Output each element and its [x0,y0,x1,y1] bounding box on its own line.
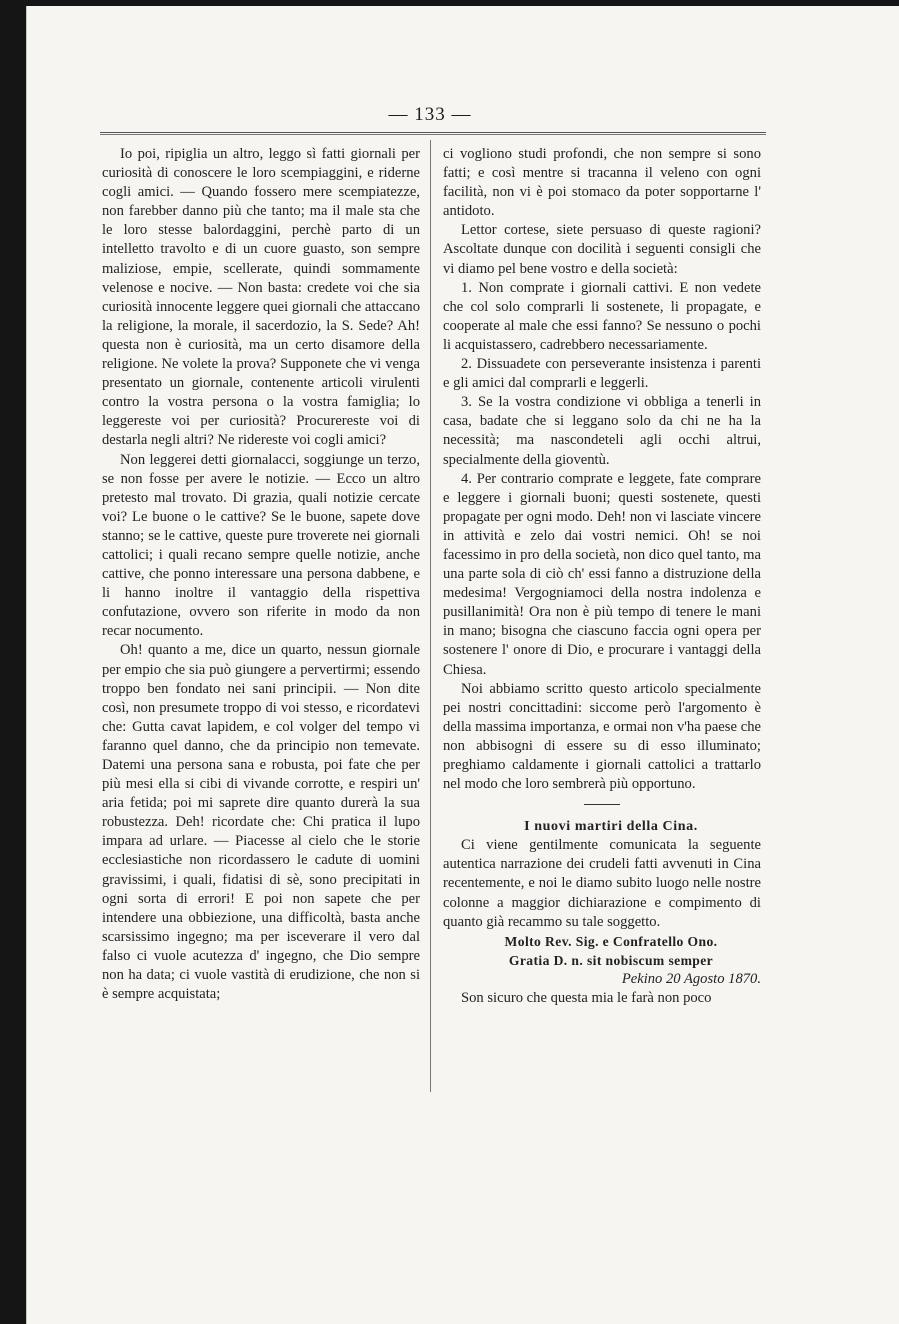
letter-salutation: Molto Rev. Sig. e Confratello Ono. [504,933,718,949]
right-paragraph-6: 4. Per contrario comprate e leggete, fate comprare e leggere i giornali buoni; questi sostenete, questi propagate per ogni modo. Deh! non vi lasciate vincere in attività e zelo dai vostri nemici. Oh! se noi facessimo in pro della società, non dico quel tanto, ma una parte sola di ciò ch' essi fanno a distruzione della medesima! Vergogniamoci della nostra indolenza e pusillanimità! Ora non è più tempo di tenere le mani in mano; bisogna che ciascuno faccia ogni opera per sostenere l' onore di Dio, e procurare i vantaggi della Chiesa. [443,470,761,678]
right-paragraph-3: 1. Non comprate i giornali cattivi. E non vedete che col solo comprarli li sostenete, li propagate, e cooperate al male che essi fanno? Se nessuno o pochi li acquistassero, cadrebbero necessariamente. [443,279,761,353]
column-divider [430,140,431,1092]
page-number: — 133 — [388,104,472,125]
section-title: I nuovi martiri della Cina. [524,819,698,835]
section-separator [584,804,620,805]
left-column [102,145,420,1004]
letter-date: Pekino 20 Agosto 1870. [621,970,761,987]
letter-blessing: Gratia D. n. sit nobiscum semper [508,952,714,968]
right-paragraph-4: 2. Dissuadete con perseverante insistenza i parenti e gli amici dal comprarli e leggerli. [443,356,761,392]
right-paragraph-7: Noi abbiamo scritto questo articolo specialmente pei nostri concittadini: siccome però l'argomento è della massima importanza, e ormai non v'ha paese che non abbisogni di essere su di esso illuminato; preghiamo caldamente i giornali cattolici a trattarlo nel modo che loro sembrerà più opportuno. [443,680,761,793]
scan-border-left [0,0,26,1324]
right-paragraph-5: 3. Se la vostra condizione vi obbliga a tenerli in casa, badate che si leggano solo da chi ne ha la necessità; ma nascondeteli agli occhi altrui, specialmente della gioventù. [443,394,761,468]
left-paragraph-2: Non leggerei detti giornalacci, soggiunge un terzo, se non fosse per avere le notizie. — Ecco un altro pretesto mal trovato. Di grazia, quali notizie cercate voi? Le buone o le cattive? Se le buone, sapete dove stanno; se le cattive, queste pure troverete nei giornali cattolici; i quali recano sempre quelle notizie, anche cattive, che ponno interessare una persona dabbene, e li hanno inoltre il vantaggio della rispettiva confutazione, ovvero son riferite in modo da non recar nocumento. [102,451,420,640]
header-rule [100,132,766,135]
left-paragraph-3: Oh! quanto a me, dice un quarto, nessun giornale per empio che sia può giungere a pervertirmi; essendo troppo ben fondato nei sani principii. — Non dite così, non presumete troppo di voi stesso, e ricordatevi che: Gutta cavat lapidem, e col volger del tempo vi faranno quel danno, che da principio non temevate. Datemi una persona sana e robusta, poi fate che per più mesi ella si cibi di vivande corrotte, e respiri un' aria fetida; poi mi saprete dire quanto durerà la sua robustezza. Deh! ricordate che: Chi pratica il lupo impara ad urlare. — Piacesse al cielo che le storie ecclesiastiche non ricordassero le cadute di uomini gravissimi, i quali, fidatisi di sè, sono precipitati in ogni sorta di errori! E poi non sapete che per intendere una obbiezione, una difficoltà, basta anche scarsissimo ingegno; ma per isceverare il vero dal falso ci vuole acutezza d' ingegno, che Dio sempre non ha data; ci vuole vastità di erudizione, che non si è sempre acquistata; [102,642,420,1003]
right-paragraph-1: ci vogliono studi profondi, che non sempre si sono fatti; e così mentre si tracanna il veleno con ogni facilità, non vi è poi stomaco da poter sopportarne l' antidoto. [443,146,761,220]
right-column [443,145,761,1008]
right-paragraph-9: Son sicuro che questa mia le farà non poco [461,989,712,1006]
left-paragraph-1: Io poi, ripiglia un altro, leggo sì fatti giornali per curiosità di conoscere le loro scempiaggini, e riderne cogli amici. — Quando fossero mere scempiatezze, non farebber danno più che tanto; ma il male sta che le loro stesse balordaggini, perchè parto di un intelletto travolto e di un cuore guasto, son sempre maliziose, empie, scellerate, quindi sommamente velenose e nocive. — Non basta: credete voi che sia curiosità innocente leggere quei giornali che attaccano la religione, la morale, il sacerdozio, la S. Sede? Ah! questa non è curiosità, ma un certo disamore della religione. Ne volete la prova? Supponete che vi venga presentato un giornale, contenente articoli virulenti contro la vostra persona o la vostra famiglia; lo leggereste voi per curiosità? Procurereste voi di destarla negli altri? Ne ridereste voi cogli amici? [102,146,420,449]
right-paragraph-8: Ci viene gentilmente comunicata la seguente autentica narrazione dei crudeli fatti avvenuti in Cina recentemente, e noi le diamo subito luogo nelle nostre colonne a maggior dichiarazione e compimento di quanto già recammo su tale soggetto. [443,837,761,930]
right-paragraph-2: Lettor cortese, siete persuaso di queste ragioni? Ascoltate dunque con docilità i seguenti consigli che vi diamo pel bene vostro e della società: [443,222,761,277]
